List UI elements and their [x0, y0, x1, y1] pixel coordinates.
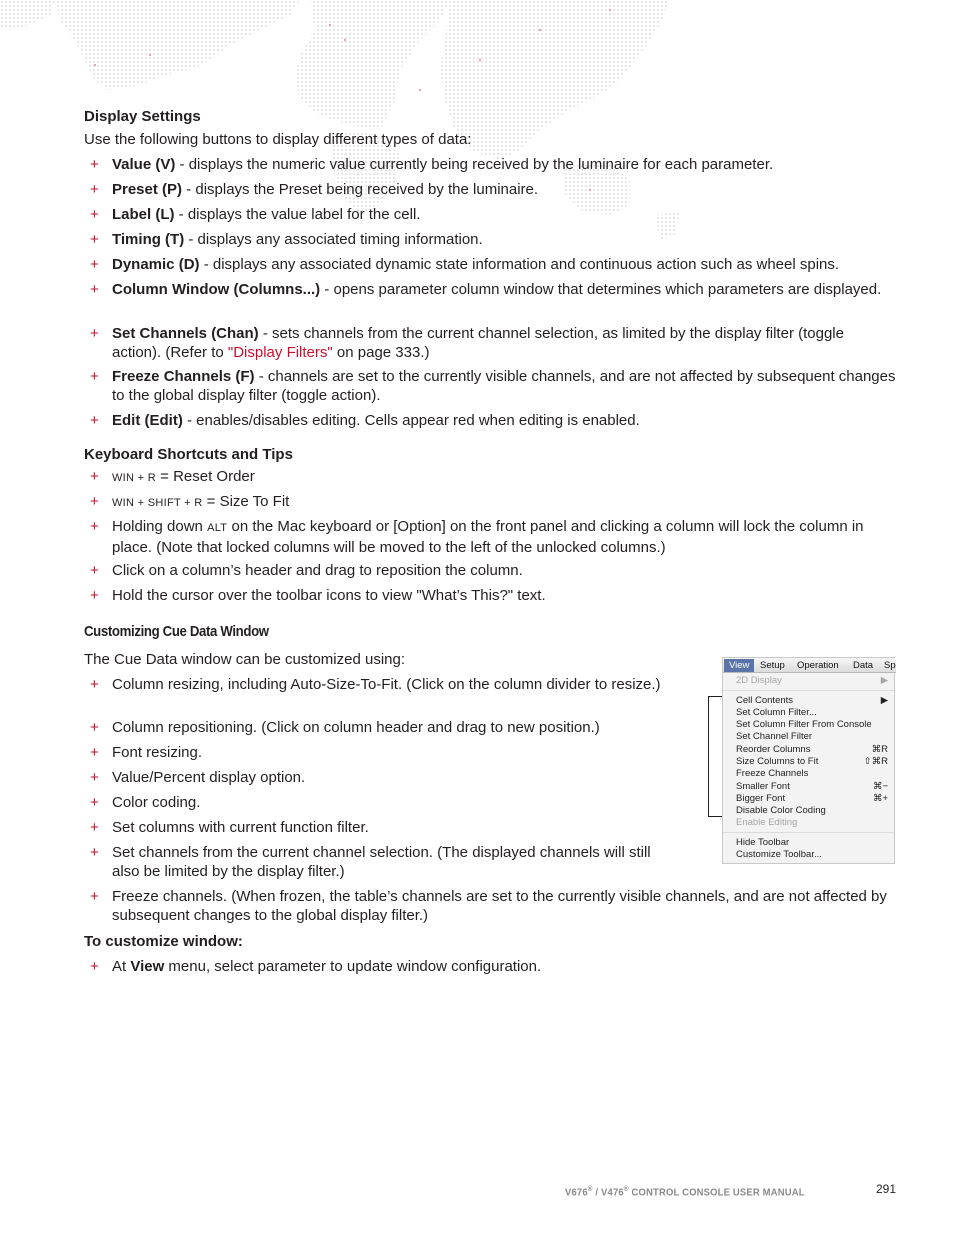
- menu-item-bigger-font[interactable]: Bigger Font ⌘+: [736, 793, 888, 804]
- menu-item-cell-contents[interactable]: Cell Contents ▶: [736, 695, 888, 706]
- page-number: 291: [876, 1182, 897, 1196]
- plus-bullet-icon: +: [90, 744, 99, 761]
- plus-bullet-icon: +: [90, 206, 99, 223]
- menu-separator: [723, 690, 894, 691]
- list-item: + Value/Percent display option.: [90, 769, 306, 786]
- menu-item-size-columns-to-fit[interactable]: Size Columns to Fit ⇧⌘R: [736, 756, 888, 767]
- menu-bar: [723, 658, 896, 673]
- list-item: + Holding down ALT on the Mac keyboard or [Option] on the front panel and clicking a column will lock the column in place. (Note that locked columns will be moved to the left of the unlocked columns.): [90, 518, 864, 556]
- plus-bullet-icon: +: [90, 412, 99, 429]
- list-item: + Timing (T) - displays any associated timing information.: [90, 231, 483, 248]
- list-item: + Set channels from the current channel selection. (The displayed channels will still also be limited by the display filter.): [90, 844, 651, 880]
- list-item: + Hold the cursor over the toolbar icons to view "What’s This?" text.: [90, 587, 546, 604]
- keyboard-shortcuts-heading: Keyboard Shortcuts and Tips: [84, 446, 293, 463]
- menu-item-freeze-channels[interactable]: Freeze Channels: [736, 768, 809, 779]
- menu-separator: [723, 832, 894, 833]
- list-item: + WIN + R = Reset Order: [90, 468, 255, 485]
- plus-bullet-icon: +: [90, 844, 99, 861]
- list-item: + Edit (Edit) - enables/disables editing. Cells appear red when editing is enabled.: [90, 412, 640, 429]
- plus-bullet-icon: +: [90, 181, 99, 198]
- submenu-arrow-icon: ▶: [880, 675, 888, 686]
- menu-item-customize-toolbar[interactable]: Customize Toolbar...: [736, 849, 822, 860]
- customizing-heading: Customizing Cue Data Window: [84, 623, 269, 640]
- list-item: + WIN + SHIFT + R = Size To Fit: [90, 493, 290, 510]
- list-item: + Color coding.: [90, 794, 201, 811]
- list-item: + Column repositioning. (Click on column header and drag to new position.): [90, 719, 600, 736]
- plus-bullet-icon: +: [90, 958, 99, 975]
- display-filters-link[interactable]: "Display Filters": [227, 344, 333, 361]
- view-menu-screenshot: [722, 657, 895, 864]
- list-item: + Set columns with current function filter.: [90, 819, 369, 836]
- plus-bullet-icon: +: [90, 468, 99, 485]
- menu-item-smaller-font[interactable]: Smaller Font ⌘−: [736, 781, 888, 792]
- plus-bullet-icon: +: [90, 719, 99, 736]
- menu-item-disable-color-coding[interactable]: Disable Color Coding: [736, 805, 826, 816]
- plus-bullet-icon: +: [90, 368, 99, 385]
- plus-bullet-icon: +: [90, 888, 99, 905]
- plus-bullet-icon: +: [90, 769, 99, 786]
- plus-bullet-icon: +: [90, 281, 99, 298]
- submenu-arrow-icon: ▶: [880, 695, 888, 706]
- menu-bar-operation[interactable]: Operation: [797, 660, 839, 671]
- plus-bullet-icon: +: [90, 156, 99, 173]
- list-item: + At View menu, select parameter to update window configuration.: [90, 958, 542, 975]
- menu-item-reorder-columns[interactable]: Reorder Columns ⌘R: [736, 744, 888, 755]
- display-settings-intro: Use the following buttons to display different types of data:: [84, 131, 472, 148]
- plus-bullet-icon: +: [90, 325, 99, 342]
- list-item: + Column Window (Columns...) - opens parameter column window that determines which parameters are displayed.: [90, 281, 882, 298]
- plus-bullet-icon: +: [90, 819, 99, 836]
- list-item: + Set Channels (Chan) - sets channels from the current channel selection, as limited by the display filter (toggle action). (Refer to "Display Filters" on page 333.): [90, 325, 844, 361]
- plus-bullet-icon: +: [90, 256, 99, 273]
- plus-bullet-icon: +: [90, 518, 99, 535]
- list-item: + Font resizing.: [90, 744, 203, 761]
- footer-manual-title: V676® / V476® CONTROL CONSOLE USER MANUAL: [565, 1186, 805, 1199]
- menu-bar-data[interactable]: Data: [853, 660, 874, 671]
- menu-bar-sp[interactable]: Sp: [884, 660, 896, 671]
- list-item: + Dynamic (D) - displays any associated dynamic state information and continuous action such as wheel spins.: [90, 256, 840, 273]
- menu-bar-setup[interactable]: Setup: [760, 660, 785, 671]
- plus-bullet-icon: +: [90, 587, 99, 604]
- list-item: + Freeze channels. (When frozen, the table’s channels are set to the currently visible channels, and are not affected by subsequent changes to the global display filter.): [90, 888, 887, 924]
- to-customize-heading: To customize window:: [84, 933, 243, 950]
- menu-item-set-column-filter[interactable]: Set Column Filter...: [736, 707, 817, 718]
- plus-bullet-icon: +: [90, 231, 99, 248]
- list-item: + Preset (P) - displays the Preset being received by the luminaire.: [90, 181, 539, 198]
- menu-item-2d-display[interactable]: 2D Display ▶: [736, 675, 888, 686]
- plus-bullet-icon: +: [90, 676, 99, 693]
- menu-bar-view[interactable]: View: [724, 659, 754, 672]
- list-item: + Column resizing, including Auto-Size-To-Fit. (Click on the column divider to resize.): [90, 676, 661, 693]
- display-settings-heading: Display Settings: [84, 108, 201, 125]
- menu-item-set-channel-filter[interactable]: Set Channel Filter: [736, 731, 813, 742]
- list-item: + Freeze Channels (F) - channels are set to the currently visible channels, and are not affected by subsequent changes to the global display filter (toggle action).: [90, 368, 896, 404]
- menu-item-set-column-filter-from-console[interactable]: Set Column Filter From Console: [736, 719, 872, 730]
- list-item: + Value (V) - displays the numeric value currently being received by the luminaire for each parameter.: [90, 156, 774, 173]
- list-item: + Click on a column’s header and drag to reposition the column.: [90, 562, 523, 579]
- plus-bullet-icon: +: [90, 562, 99, 579]
- menu-item-enable-editing[interactable]: Enable Editing: [736, 817, 798, 828]
- plus-bullet-icon: +: [90, 493, 99, 510]
- plus-bullet-icon: +: [90, 794, 99, 811]
- list-item: + Label (L) - displays the value label for the cell.: [90, 206, 421, 223]
- customizing-intro: The Cue Data window can be customized using:: [84, 651, 406, 668]
- menu-item-hide-toolbar[interactable]: Hide Toolbar: [736, 837, 790, 848]
